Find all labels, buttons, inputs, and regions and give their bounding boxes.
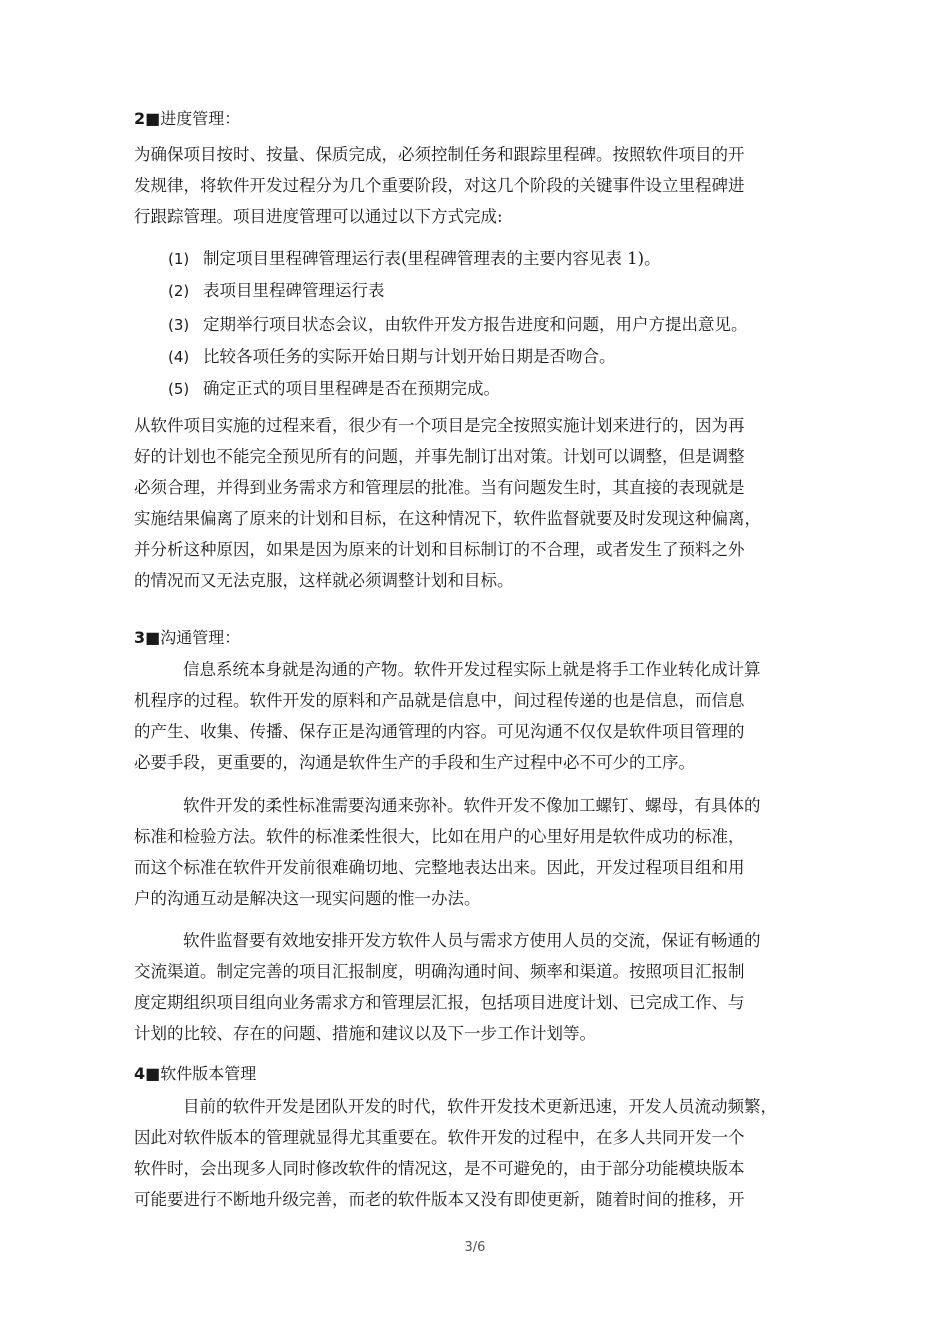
section-4-heading	[134, 1063, 256, 1085]
list-item-text: 定期举行项目状态会议，由软件开发方报告进度和问题，用户方提出意见。	[203, 315, 748, 334]
page-number: 3/6	[464, 1240, 486, 1255]
section-3-number: 3■	[134, 628, 161, 647]
list-item-text: 表项目里程碑管理运行表	[203, 281, 385, 300]
section-2-title: 进度管理：	[160, 109, 241, 128]
paragraph-line: 交流渠道。制定完善的项目汇报制度，明确沟通时间、频率和渠道。按照项目汇报制	[134, 962, 745, 981]
paragraph-line: 度定期组织项目组向业务需求方和管理层汇报，包括项目进度计划、已完成工作、与	[134, 993, 745, 1012]
list-item-number: (1)	[168, 250, 190, 268]
paragraph-line: 行跟踪管理。项目进度管理可以通过以下方式完成:	[134, 207, 503, 226]
paragraph-line: 必要手段，更重要的，沟通是软件生产的手段和生产过程中必不可少的工序。	[134, 753, 695, 772]
section-4-title: 软件版本管理	[160, 1064, 257, 1083]
section-4-number: 4■	[134, 1064, 161, 1083]
paragraph-line: 而这个标准在软件开发前很难确切地、完整地表达出来。因此，开发过程项目组和用	[134, 858, 745, 877]
paragraph-line: 为确保项目按时、按量、保质完成，必须控制任务和跟踪里程碑。按照软件项目的开	[134, 145, 745, 164]
paragraph-line: 标准和检验方法。软件的标准柔性很大，比如在用户的心里好用是软件成功的标准，	[134, 827, 745, 846]
list-item-number: (5)	[168, 380, 190, 398]
paragraph-line: 因此对软件版本的管理就显得尤其重要在。软件开发的过程中，在多人共同开发一个	[134, 1128, 745, 1147]
list-item-text: 比较各项任务的实际开始日期与计划开始日期是否吻合。	[203, 347, 616, 366]
paragraph-line: 必须合理，并得到业务需求方和管理层的批准。当有问题发生时，其直接的表现就是	[134, 478, 745, 497]
paragraph-line: 户的沟通互动是解决这一现实问题的惟一办法。	[134, 889, 481, 908]
paragraph-line: 软件监督要有效地安排开发方软件人员与需求方使用人员的交流，保证有畅通的	[183, 931, 761, 950]
paragraph-line: 并分析这种原因，如果是因为原来的计划和目标制订的不合理，或者发生了预料之外	[134, 540, 745, 559]
paragraph-line: 发规律，将软件开发过程分为几个重要阶段，对这几个阶段的关键事件设立里程碑进	[134, 176, 745, 195]
section-3-title: 沟通管理：	[160, 628, 241, 647]
paragraph-line: 的情况而又无法克服，这样就必须调整计划和目标。	[134, 571, 514, 590]
paragraph-line: 计划的比较、存在的问题、措施和建议以及下一步工作计划等。	[134, 1024, 596, 1043]
list-item-number: (4)	[168, 348, 190, 366]
paragraph-line: 目前的软件开发是团队开发的时代，软件开发技术更新迅速，开发人员流动频繁，	[183, 1097, 777, 1116]
section-2-heading	[134, 108, 240, 130]
list-item-number: (2)	[168, 282, 190, 300]
list-item-number: (3)	[168, 316, 190, 334]
paragraph-line: 信息系统本身就是沟通的产物。软件开发过程实际上就是将手工作业转化成计算	[183, 660, 761, 679]
paragraph-line: 可能要进行不断地升级完善，而老的软件版本又没有即使更新，随着时间的推移，开	[134, 1190, 745, 1209]
section-2-number: 2■	[134, 109, 161, 128]
paragraph-line: 机程序的过程。软件开发的原料和产品就是信息中，间过程传递的也是信息，而信息	[134, 691, 745, 710]
list-item-text: 确定正式的项目里程碑是否在预期完成。	[203, 379, 500, 398]
paragraph-line: 实施结果偏离了原来的计划和目标，在这种情况下，软件监督就要及时发现这种偏离，	[134, 509, 761, 528]
paragraph-line: 从软件项目实施的过程来看，很少有一个项目是完全按照实施计划来进行的，因为再	[134, 416, 745, 435]
paragraph-line: 的产生、收集、传播、保存正是沟通管理的内容。可见沟通不仅仅是软件项目管理的	[134, 722, 745, 741]
paragraph-line: 好的计划也不能完全预见所有的问题，并事先制订出对策。计划可以调整，但是调整	[134, 447, 745, 466]
list-item-text: 制定项目里程碑管理运行表(里程碑管理表的主要内容见表 1)。	[203, 249, 661, 268]
paragraph-line: 软件时，会出现多人同时修改软件的情况这，是不可避免的，由于部分功能模块版本	[134, 1159, 745, 1178]
section-3-heading	[134, 627, 240, 649]
paragraph-line: 软件开发的柔性标准需要沟通来弥补。软件开发不像加工螺钉、螺母，有具体的	[183, 796, 761, 815]
